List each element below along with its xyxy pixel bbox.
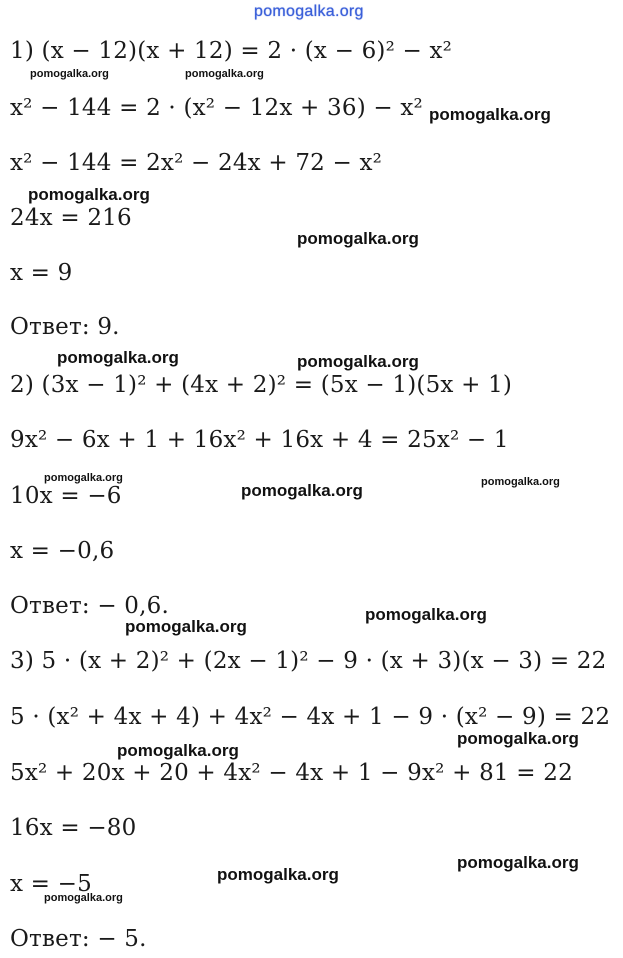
- problem-2-number: 2): [10, 372, 35, 398]
- problem-2-line-1: (3x − 1)² + (4x + 2)² = (5x − 1)(5x + 1): [41, 372, 513, 398]
- problem-3-line-5: x = −5: [10, 871, 92, 897]
- problem-2-line-4: x = −0,6: [10, 538, 115, 564]
- problem-2-answer: Ответ: − 0,6.: [10, 593, 169, 619]
- watermark: pomogalka.org: [125, 617, 247, 636]
- problem-3-equation: [10, 650, 606, 673]
- problem-1-line-4: 24x = 216: [10, 205, 132, 231]
- problem-3-line-4: 16x = −80: [10, 815, 137, 841]
- watermark: pomogalka.org: [57, 348, 179, 367]
- problem-1-answer: Ответ: 9.: [10, 314, 120, 340]
- watermark: pomogalka.org: [457, 853, 579, 872]
- watermark: pomogalka.org: [241, 481, 363, 500]
- problem-2-equation: [10, 374, 512, 397]
- problem-1-line-1: (x − 12)(x + 12) = 2 · (x − 6)² − x²: [41, 38, 453, 64]
- watermark: pomogalka.org: [44, 892, 123, 904]
- watermark: pomogalka.org: [217, 865, 339, 884]
- problem-3-line-2: 5 · (x² + 4x + 4) + 4x² − 4x + 1 − 9 · (x² − 9) = 22: [10, 704, 611, 730]
- problem-1-number: 1): [10, 38, 35, 64]
- problem-1-line-3: x² − 144 = 2x² − 24x + 72 − x²: [10, 150, 383, 176]
- watermark: pomogalka.org: [28, 185, 150, 204]
- watermark: pomogalka.org: [365, 605, 487, 624]
- problem-3-number: 3): [10, 648, 35, 674]
- problem-3-answer: Ответ: − 5.: [10, 926, 147, 952]
- problem-2-line-3: 10x = −6: [10, 483, 122, 509]
- watermark: pomogalka.org: [117, 741, 239, 760]
- problem-1-line-2: x² − 144 = 2 · (x² − 12x + 36) − x²: [10, 95, 423, 121]
- watermark: pomogalka.org: [297, 352, 419, 371]
- header-watermark: pomogalka.org: [254, 3, 364, 20]
- watermark: pomogalka.org: [185, 68, 264, 80]
- watermark: pomogalka.org: [297, 229, 419, 248]
- watermark: pomogalka.org: [30, 68, 109, 80]
- problem-1-line-5: x = 9: [10, 260, 73, 286]
- watermark: pomogalka.org: [457, 729, 579, 748]
- problem-1-equation: [10, 40, 452, 63]
- watermark: pomogalka.org: [481, 476, 560, 488]
- problem-3-line-1: 5 · (x + 2)² + (2x − 1)² − 9 · (x + 3)(x − 3) = 22: [41, 648, 607, 674]
- watermark: pomogalka.org: [44, 472, 123, 484]
- watermark: pomogalka.org: [429, 105, 551, 124]
- problem-2-line-2: 9x² − 6x + 1 + 16x² + 16x + 4 = 25x² − 1: [10, 427, 509, 453]
- problem-3-line-3: 5x² + 20x + 20 + 4x² − 4x + 1 − 9x² + 81 = 22: [10, 760, 573, 786]
